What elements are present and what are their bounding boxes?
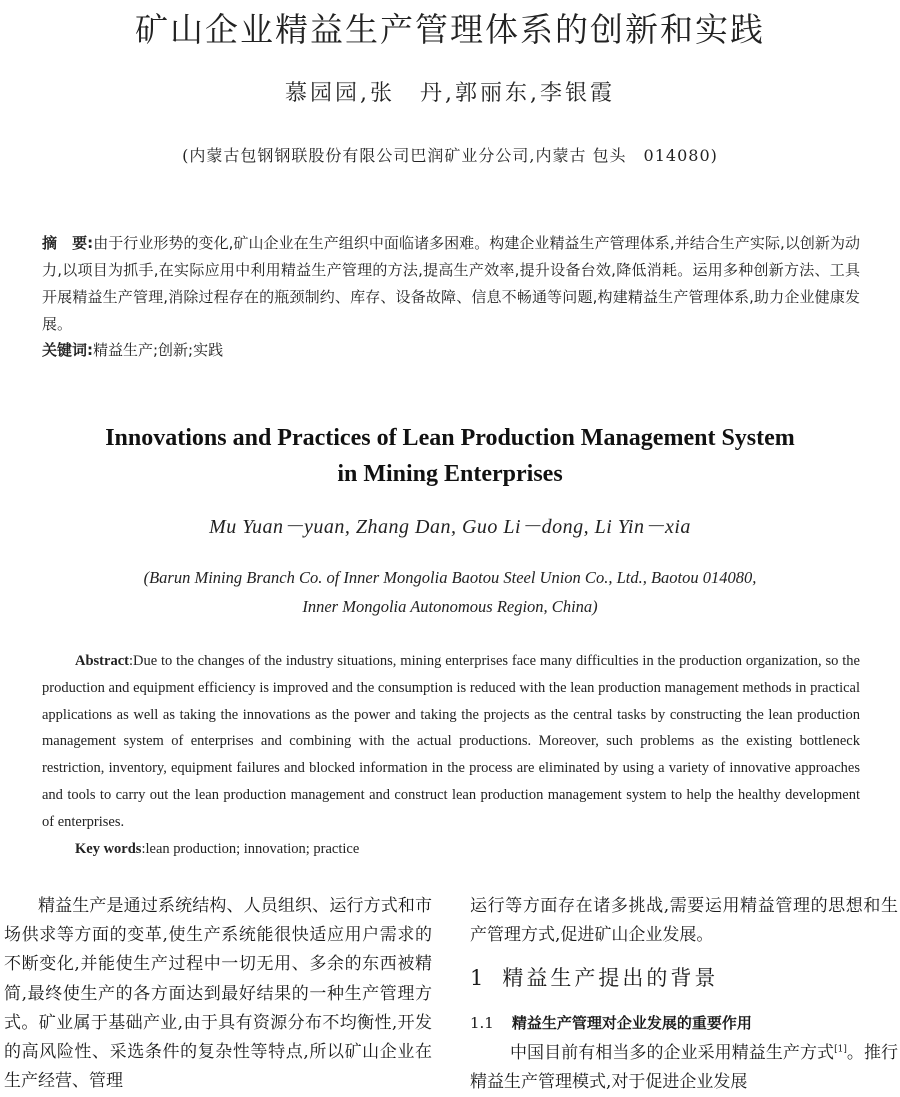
- chinese-affiliation: (内蒙古包钢钢联股份有限公司巴润矿业分公司,内蒙古 包头 014080): [182, 146, 718, 165]
- section-number: 1: [470, 966, 487, 990]
- english-title: [0, 420, 900, 492]
- english-keywords-text: :lean production; innovation; practice: [141, 841, 360, 857]
- english-title-line2: in Mining Enterprises: [337, 461, 563, 487]
- subsection-heading: [470, 1012, 898, 1033]
- chinese-abstract-label: 摘 要:: [42, 234, 94, 252]
- english-authors: Mu Yuan－yuan, Zhang Dan, Guo Li－dong, Li Yin－xia: [209, 516, 691, 538]
- chinese-title: 矿山企业精益生产管理体系的创新和实践: [135, 10, 765, 49]
- chinese-abstract-text: 由于行业形势的变化,矿山企业在生产组织中面临诸多困难。构建企业精益生产管理体系,并结合生产实际,以创新为动力,以项目为抓手,在实际应用中利用精益生产管理的方法,提高生产效率,提升设备台效,降低消耗。运用多种创新方法、工具开展精益生产管理,消除过程存在的瓶颈制约、库存、设备故障、信息不畅通等问题,构建精益生产管理体系,助力企业健康发展。: [42, 234, 861, 333]
- english-affiliation-line1: (Barun Mining Branch Co. of Inner Mongolia Baotou Steel Union Co., Ltd., Baotou 014080,: [143, 568, 757, 587]
- section-heading: [470, 962, 898, 992]
- body-right-paragraph-2: [470, 1039, 898, 1097]
- english-abstract-label: Abstract: [75, 653, 129, 669]
- english-abstract-text: :Due to the changes of the industry situations, mining enterprises face many difficulties in the production organization, so the production and equipment efficiency is improved and the consumption is reduced with the lean production management methods in practical applications as well as taking the innovations as the power and taking the projects as the central tasks by constructing the lean production management system of enterprises and combining with the actual productions. Moreover, such problems as the existing bottleneck restriction, inventory, equipment failures and blocked information in the process are eliminated by using a variety of innovative approaches and tools to carry out the lean production management and construct lean production management system to help the healthy development of enterprises.: [42, 653, 860, 830]
- english-abstract: [42, 648, 860, 836]
- chinese-keywords-label: 关键词:: [42, 341, 93, 359]
- english-affiliation-line2: Inner Mongolia Autonomous Region, China): [302, 597, 598, 616]
- subsection-number: 1.1: [470, 1014, 494, 1032]
- chinese-abstract: [42, 230, 860, 338]
- english-keywords: [75, 837, 860, 861]
- chinese-keywords-text: 精益生产;创新;实践: [93, 341, 224, 359]
- right-paragraph-2-part-a: 中国目前有相当多的企业采用精益生产方式: [510, 1043, 835, 1063]
- english-affiliation: [0, 563, 900, 621]
- chinese-keywords: [42, 338, 860, 362]
- english-title-line1: Innovations and Practices of Lean Production Management System: [105, 425, 795, 451]
- citation-reference: [1]: [834, 1044, 847, 1055]
- chinese-authors: 慕园园,张 丹,郭丽东,李银霞: [285, 81, 615, 106]
- english-keywords-label: Key words: [75, 841, 142, 857]
- section-title: 精益生产提出的背景: [502, 966, 719, 990]
- body-right-paragraph-1: 运行等方面存在诸多挑战,需要运用精益管理的思想和生产管理方式,促进矿山企业发展。: [470, 896, 898, 946]
- right-paragraph-2-part-b: 。推行精益生产管理模式,对于促进企业发展: [470, 1043, 899, 1093]
- body-left-paragraph: 精益生产是通过系统结构、人员组织、运行方式和市场供求等方面的变革,使生产系统能很快适应用户需求的不断变化,并能使生产过程中一切无用、多余的东西被精简,最终使生产的各方面达到最好结果的一种生产管理方式。矿业属于基础产业,由于具有资源分布不均衡性,开发的高风险性、采选条件的复杂性等特点,所以矿山企业在生产经营、管理: [4, 896, 432, 1092]
- subsection-title: 精益生产管理对企业发展的重要作用: [511, 1014, 752, 1032]
